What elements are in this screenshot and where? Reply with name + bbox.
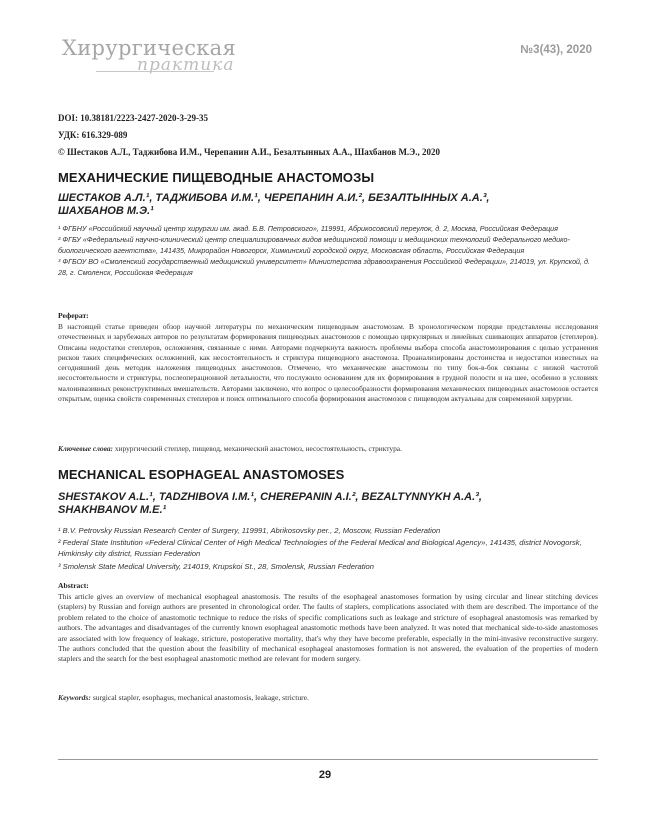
abstract-label-en: Abstract:	[58, 581, 89, 590]
keywords-ru	[58, 444, 598, 453]
issue-number: №3(43), 2020	[520, 44, 592, 56]
authors-ru-line2: ШАХБАНОВ М.Э.¹	[58, 205, 154, 217]
keywords-label-ru: Ключевые слова:	[58, 444, 113, 453]
keywords-text-ru: хирургический степлер, пищевод, механический анастомоз, несостоятельность, стриктура.	[114, 444, 402, 453]
affiliations-en	[58, 525, 598, 573]
keywords-en	[58, 693, 598, 702]
keywords-label-en: Keywords:	[58, 693, 91, 702]
authors-ru-line1: ШЕСТАКОВ А.Л.¹, ТАДЖИБОВА И.М.¹, ЧЕРЕПАНИН А.И.², БЕЗАЛТЫННЫХ А.А.³,	[58, 192, 490, 204]
doi[interactable]: DOI: 10.38181/2223-2427-2020-3-29-35	[58, 113, 208, 123]
copyright: © Шестаков А.Л., Таджибова И.М., Черепанин А.И., Безалтынных А.А., Шахбанов М.Э., 2020	[58, 147, 441, 157]
authors-en-line2: SHAKHBANOV M.E.¹	[58, 504, 167, 516]
affiliation-en-3: ³ Smolensk State Medical University, 214019, Krupskoi St., 28, Smolensk, Russian Federation	[58, 561, 374, 571]
footer-rule	[58, 759, 598, 760]
page-number: 29	[318, 769, 332, 781]
affiliation-ru-2: ² ФГБУ «Федеральный научно-клинический центр специализированных видов медицинской помощи и медицинских технологий Федерального медико-биологического агентства», 141435, Микрорайон Новогорск, Химкинский городской округ, Московская область, Российская Федерация	[58, 235, 570, 255]
abstract-en: This article gives an overview of mechanical esophageal anastomosis. The results of the esophageal anastomoses formation by using circular and linear stitching devices (staplers) by Russian and foreign authors are presented in chronological order. The faults of staplers, complications associated with them are described. The importance of the problem related to the choice of anastomotic technique to reduce the risks of specific complications such as leakage and stricture of esophageal anastomosis was remarked by authors. The advantages and disadvantages of the currently known esophageal anastomotic methods have been analyzed. It was noted that mechanical side-to-side anastomoses are associated with low frequency of leakage, stricture, postoperative mortality, that's why they have become preferable, especially in the mini-invasive reconstructive surgery. The authors concluded that the question about the feasibility of mechanical esophageal anastomoses formation is not answered, the evaluation of the properties of modern staplers and the search for the best esophageal anastomotic method are relevant for modern surgery.	[58, 592, 598, 664]
abstract-ru: В настоящей статье приведен обзор научной литературы по механическим пищеводным анастомозам. В хронологическом порядке представлены исследования отечественных и зарубежных авторов по результатам формирования пищеводных анастомозов с помощью циркулярных и линейных сшивающих аппаратов (степлеров). Описаны недостатки степлеров, осложнения, связанные с ними. Авторами подчеркнута важность проблемы выбора способа анастомозирования с целью устранения рисков таких специфических осложнений, как несостоятельность и стриктура пищеводного анастомоза. Проанализированы достоинства и недостатки известных на сегодняшний день методик наложения пищеводных анастомозов. Отмечено, что механические анастомозы по типу бок-в-бок связаны с низкой частотой несостоятельности и стриктуры, послеоперационной летальности, что послужило основанием для их формирования в грудной полости и на шее, особенно в условиях малоинвазивных реконструктивных вмешательств. Авторами заключено, что вопрос о целесообразности формирования механических пищеводных анастомозов остается открытым, оценка свойств современных степлеров и поиск оптимального способа формирования анастомозов с пищеводом актуальны для современной хирургии.	[58, 322, 598, 404]
authors-en-line1: SHESTAKOV A.L.¹, TADZHIBOVA I.M.¹, CHEREPANIN A.I.², BEZALTYNNYKH A.A.³,	[58, 491, 482, 503]
title-ru: МЕХАНИЧЕСКИЕ ПИЩЕВОДНЫЕ АНАСТОМОЗЫ	[58, 170, 375, 185]
keywords-text-en: surgical stapler, esophagus, mechanical anastomosis, leakage, stricture.	[92, 693, 309, 702]
affiliation-en-1: ¹ B.V. Petrovsky Russian Research Center of Surgery, 119991, Abrikosovsky per., 2, Moscow, Russian Federation	[58, 526, 441, 535]
title-en: MECHANICAL ESOPHAGEAL ANASTOMOSES	[58, 467, 345, 482]
affiliation-en-2: ² Federal State Institution «Federal Clinical Center of High Medical Technologies of the Federal Medical and Biological Agency», 141435, district Novogorsk, Himkinsky city district, Russian Federation	[58, 538, 582, 559]
affiliations-ru	[58, 224, 598, 279]
abstract-label-ru: Реферат:	[58, 311, 89, 320]
affiliation-ru-3: ³ ФГБОУ ВО «Смоленский государственный медицинский университет» Министерства здравоохранения Российской Федерации», 214019, ул. Крупской, д. 28, г. Смоленск, Российская Федерация	[58, 257, 591, 277]
journal-title: Хирургическая	[62, 36, 237, 60]
udk: УДК: 616.329-089	[58, 130, 128, 140]
affiliation-ru-1: ¹ ФГБНУ «Российский научный центр хирургии им. акад. Б.В. Петровского», 119991, Абрикосовский переулок, д. 2, Москва, Российская Федерация	[58, 224, 559, 233]
journal-subtitle: практика	[137, 55, 235, 75]
